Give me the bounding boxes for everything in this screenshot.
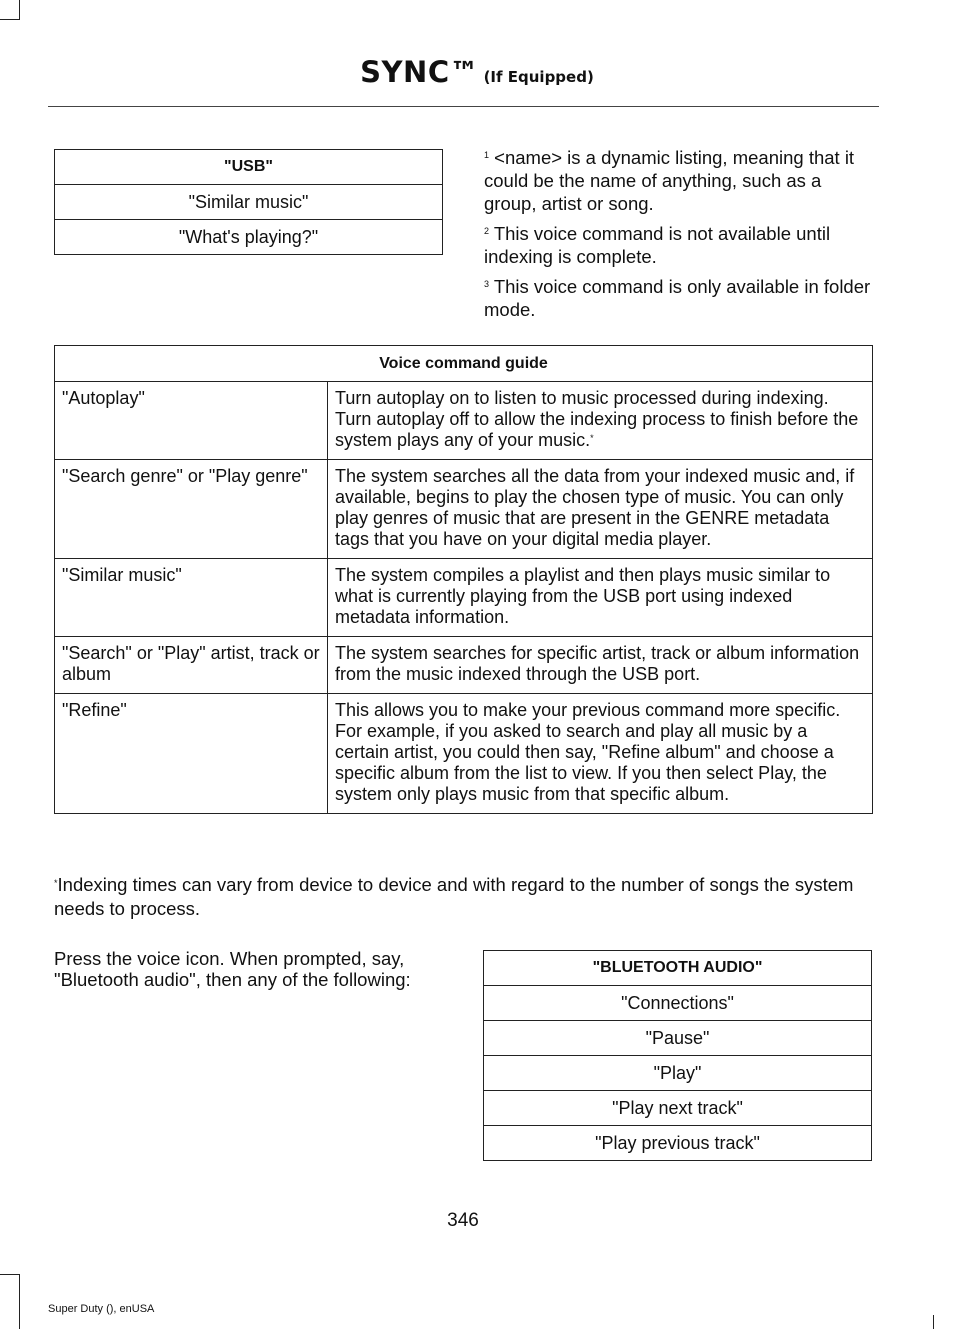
table-cell: "Play next track"	[484, 1091, 872, 1126]
table-heading: "USB"	[55, 150, 443, 185]
asterisk-mark: *	[590, 433, 594, 443]
page-header	[0, 55, 954, 89]
indexing-note	[54, 873, 874, 921]
table-cell: "Similar music"	[55, 185, 443, 220]
table-cell: "Play previous track"	[484, 1126, 872, 1161]
crop-mark	[0, 19, 20, 20]
footnote-number: 1	[484, 150, 490, 160]
note-text: Indexing times can vary from device to device and with regard to the number of songs the system needs to process.	[54, 874, 854, 919]
table-heading: Voice command guide	[55, 346, 873, 382]
asterisk-mark: *	[54, 878, 58, 888]
page-title: SYNC™	[360, 55, 480, 89]
voice-command-guide-table	[54, 345, 873, 814]
table-row	[55, 559, 873, 637]
table-cell: "What's playing?"	[55, 220, 443, 255]
command-cell: "Search" or "Play" artist, track or album	[55, 637, 328, 694]
description-cell: This allows you to make your previous command more specific. For example, if you asked to search and play all music by a certain artist, you could then say, "Refine album" and choose a specific album from the list to view. If you then select Play, the system only plays music from that specific album.	[328, 694, 873, 814]
table-cell: "Play"	[484, 1056, 872, 1091]
usb-command-table	[54, 149, 443, 255]
footnote-text: This voice command is only available in folder mode.	[484, 276, 871, 320]
footnotes	[484, 146, 876, 328]
description-cell	[328, 382, 873, 460]
footnote-number: 2	[484, 226, 490, 236]
crop-mark	[0, 1274, 20, 1275]
description-cell: The system searches for specific artist, track or album information from the music indexed through the USB port.	[328, 637, 873, 694]
footnote-number: 3	[484, 279, 490, 289]
description-cell: The system compiles a playlist and then plays music similar to what is currently playing from the USB port using indexed metadata information.	[328, 559, 873, 637]
table-row	[55, 694, 873, 814]
table-cell: "Pause"	[484, 1021, 872, 1056]
table-row	[55, 637, 873, 694]
table-heading: "BLUETOOTH AUDIO"	[484, 951, 872, 986]
crop-mark	[19, 0, 20, 20]
crop-mark	[933, 1315, 934, 1329]
page-number: 346	[447, 1210, 479, 1231]
command-cell: "Search genre" or "Play genre"	[55, 460, 328, 559]
crop-mark	[19, 1274, 20, 1329]
footnote-text: <name> is a dynamic listing, meaning that it could be the name of anything, such as a group, artist or song.	[484, 147, 855, 214]
page-subtitle: (If Equipped)	[483, 68, 594, 86]
header-divider	[48, 106, 879, 107]
footnote-text: This voice command is not available until indexing is complete.	[484, 223, 831, 267]
command-cell: "Refine"	[55, 694, 328, 814]
command-cell: "Autoplay"	[55, 382, 328, 460]
description-cell: The system searches all the data from your indexed music and, if available, begins to play the chosen type of music. You can only play genres of music that are present in the GENRE metadata tags that you have on your digital media player.	[328, 460, 873, 559]
table-row	[55, 382, 873, 460]
footnote	[484, 222, 876, 268]
table-row	[55, 460, 873, 559]
footnote	[484, 146, 876, 215]
table-cell: "Connections"	[484, 986, 872, 1021]
footer-text: Super Duty (), enUSA	[48, 1303, 155, 1315]
description-text: Turn autoplay on to listen to music processed during indexing. Turn autoplay off to allow the indexing process to finish before the system plays any of your music.	[335, 388, 859, 450]
command-cell: "Similar music"	[55, 559, 328, 637]
bluetooth-audio-table	[483, 950, 872, 1161]
bluetooth-instruction: Press the voice icon. When prompted, say, "Bluetooth audio", then any of the following:	[54, 948, 411, 990]
footnote	[484, 275, 876, 321]
